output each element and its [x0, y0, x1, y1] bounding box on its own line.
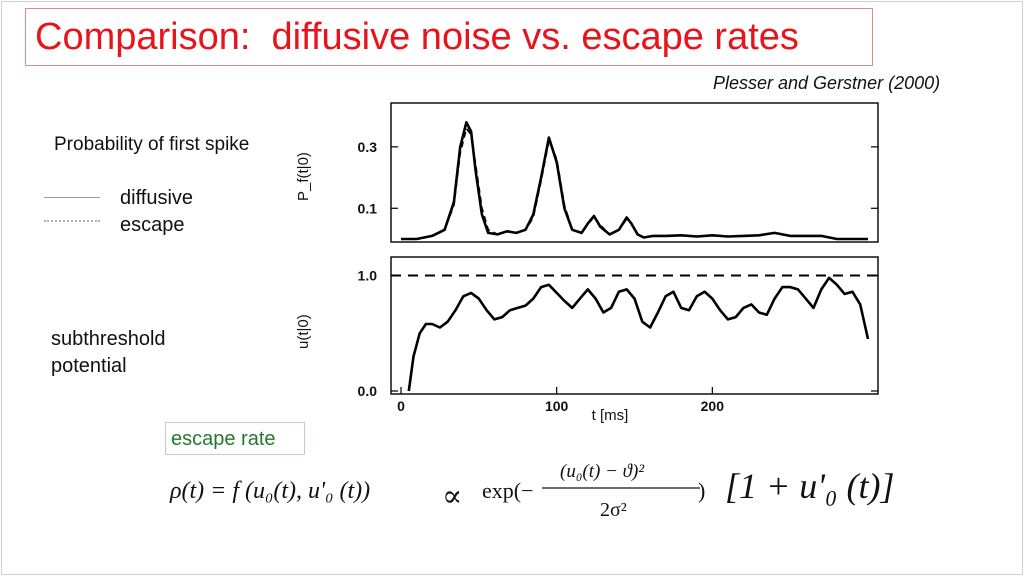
plots-figure	[280, 95, 890, 425]
potential-label: potential	[51, 355, 127, 377]
top-panel	[295, 103, 878, 242]
top-series-dashed	[401, 128, 868, 239]
top-y-axis-label: P_f(t|0)	[295, 152, 312, 201]
formula-proportional-sign: ∝	[442, 479, 463, 514]
bottom-xtick-label: 100	[544, 398, 569, 414]
escape-rate-formula	[160, 450, 930, 526]
top-panel-frame	[391, 103, 878, 242]
formula-numerator: (u₀(t) − ϑ)²	[560, 461, 645, 482]
slide-title: Comparison: diffusive noise vs. escape rates	[35, 16, 799, 58]
formula-denominator: 2σ²	[600, 499, 627, 521]
formula-factor: [1 + u'₀ (t)]	[725, 466, 895, 506]
formula-close-paren: )	[698, 478, 706, 503]
bottom-series-solid	[409, 278, 868, 391]
top-ytick-label: 0.3	[357, 138, 377, 155]
bottom-panel	[295, 257, 878, 424]
first-spike-label: Probability of first spike	[54, 134, 250, 155]
bottom-ytick-label: 1.0	[357, 267, 377, 284]
subthreshold-label: subthreshold	[51, 328, 166, 350]
x-axis-label: t [ms]	[591, 407, 629, 424]
formula-exp: exp(−	[482, 478, 534, 503]
bottom-xtick-label: 200	[700, 398, 725, 414]
escape-rate-label: escape rate	[171, 428, 276, 450]
formula-lhs: ρ(t) = f (u₀(t), u'₀ (t))	[170, 478, 371, 504]
legend-line-diffusive	[44, 197, 100, 198]
bottom-panel-frame	[391, 257, 878, 394]
bottom-y-axis-label: u(t|0)	[295, 314, 312, 349]
citation: Plesser and Gerstner (2000)	[713, 73, 941, 93]
top-ytick-label: 0.1	[357, 200, 377, 217]
bottom-xtick-label: 0	[397, 398, 405, 414]
legend-label-escape: escape	[120, 214, 185, 236]
legend-line-escape	[44, 220, 100, 222]
legend-label-diffusive: diffusive	[120, 187, 194, 209]
bottom-ytick-label: 0.0	[357, 383, 377, 399]
